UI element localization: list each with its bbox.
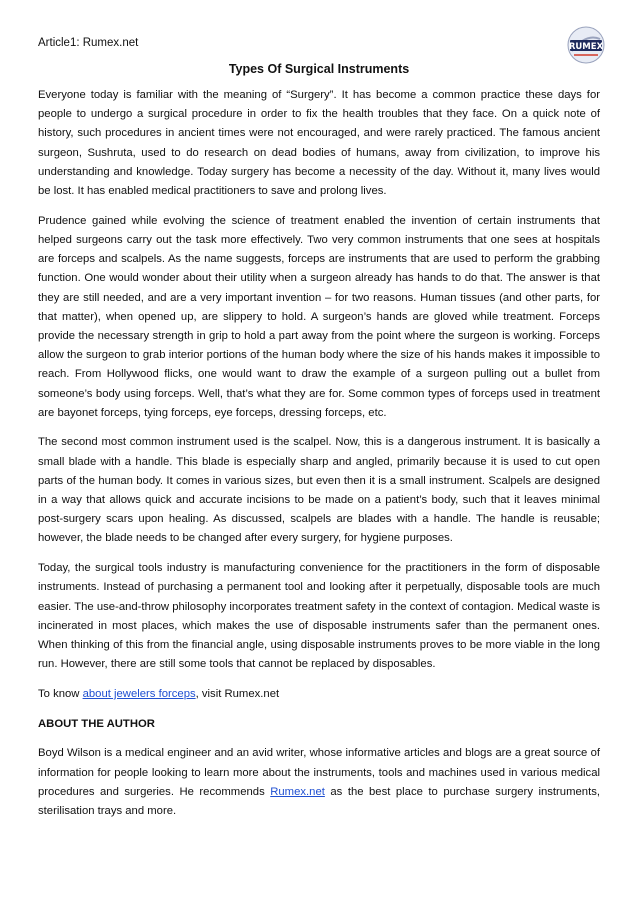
author-heading: ABOUT THE AUTHOR xyxy=(38,717,155,730)
article-title: Types Of Surgical Instruments xyxy=(228,62,410,76)
page-header-label: Article1: Rumex.net xyxy=(38,37,139,49)
cta-suffix: , visit Rumex.net xyxy=(195,687,280,700)
jewelers-forceps-link[interactable]: about jewelers forceps xyxy=(82,687,196,700)
paragraph-3: The second most common instrument used is the scalpel. Now, this is a dangerous instrument. It is basically a small blade with a handle. This blade is especially sharp and angled, primarily because it is used to cut open parts of the human body. It comes in various sizes, but even then it is a small instrument. Scalpels are designed in a way that allows quick and accurate incisions to be made on a patient’s body, such that it leaves minimal post-surgery scars upon healing. As discussed, scalpels are blades with a handle. The handle is reusable; however, the blade needs to be changed after every surgery, for hygiene purposes. xyxy=(38,436,600,545)
svg-text:RUMEX: RUMEX xyxy=(568,42,604,52)
call-to-action xyxy=(38,685,600,704)
paragraph-1: Everyone today is familiar with the meaning of “Surgery”. It has become a common practice these days for people to undergo a surgical procedure in order to fix the health troubles that they face. On a quick note of history, such procedures in ancient times were not encouraged, and were rarely practiced. The famous ancient surgeon, Sushruta, used to do research on dead bodies of humans, away from civilization, to improve his understanding and knowledge. Today surgery has become a necessity of the day. Without it, many lives would be lost. It has enabled medical practitioners to save and prolong lives. xyxy=(38,89,600,198)
article-body xyxy=(38,86,600,832)
rumex-link[interactable]: Rumex.net xyxy=(270,785,325,798)
rumex-logo xyxy=(566,25,606,65)
author-bio-text-end: as the best place to purchase surgery instruments, sterilisation trays and more. xyxy=(38,785,600,817)
paragraph-4: Today, the surgical tools industry is manufacturing convenience for the practitioners in the form of disposable instruments. Instead of purchasing a permanent tool and looking after it perpetually, disposable tools are much easier. The use-and-throw philosophy incorporates treatment safety in the context of contagion. Medical waste is incinerated in most places, which makes the use of disposable instruments safer than the permanent ones. When thinking of this from the financial angle, using disposable instruments proves to be more viable in the long run. However, there are still some tools that cannot be replaced by disposables. xyxy=(38,562,600,671)
paragraph-2: Prudence gained while evolving the science of treatment enabled the invention of certain instruments that helped surgeons carry out the task more effectively. Two very common instruments that one sees at hospitals are forceps and scalpels. As the name suggests, forceps are instruments that are used to perform the grabbing function. One would wonder about their utility when a surgeon already has hands to do that. The answer is that they are still needed, and are a very important invention – for two reasons. Human tissues (and other parts, for that matter), when opened up, are slippery to hold. A surgeon’s hands are gloved while treatment. Forceps provide the necessary strength in grip to hold a part away from the point where the surgeon is working. Forceps allow the surgeon to grab interior portions of the human body where the size of his hands makes it impossible to reach. From Hollywood flicks, one would want to draw the example of a surgeon pulling out a bullet from someone’s body using forceps. Well, that’s what they are for. Some common types of forceps used in treatment are bayonet forceps, tying forceps, eye forceps, dressing forceps, etc. xyxy=(38,214,600,419)
cta-prefix: To know xyxy=(38,687,83,700)
author-bio xyxy=(38,744,600,821)
author-bio-text: Boyd Wilson is a medical engineer and an avid writer, whose informative articles and blogs are a great source of information for people looking to learn more about the instruments, tools and machines used in various medical procedures and surgeries. He recommends xyxy=(38,747,600,798)
